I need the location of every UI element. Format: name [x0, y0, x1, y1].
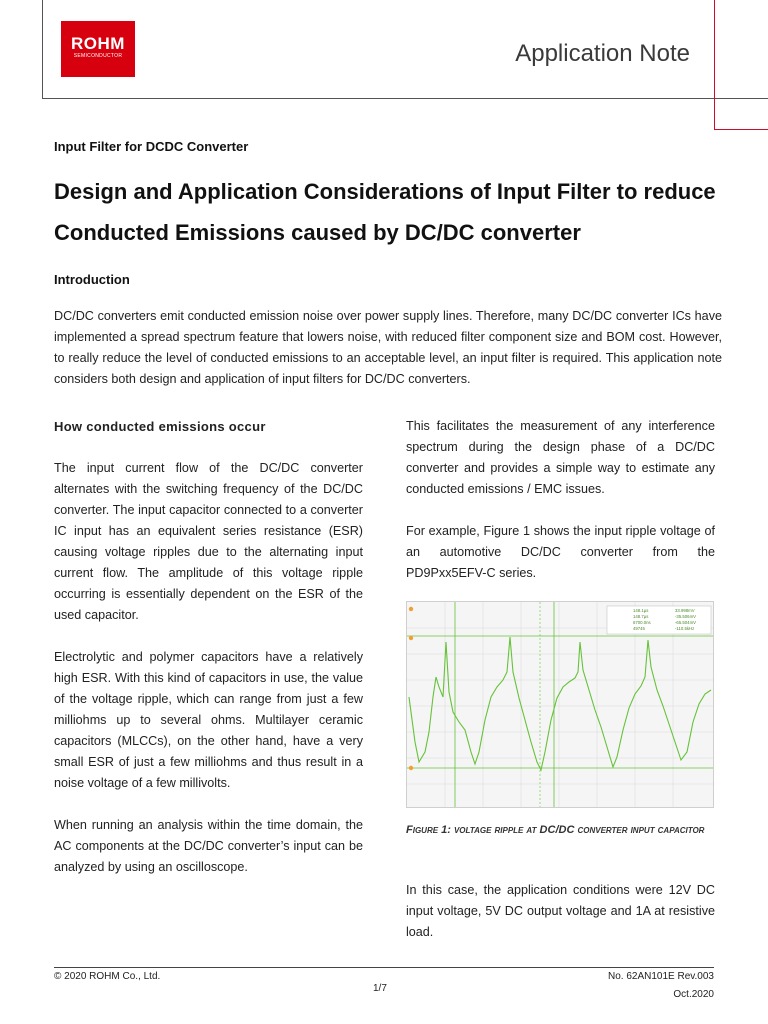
- readout-text: 148.7µs: [633, 614, 649, 619]
- accent-line-vertical: [714, 0, 715, 130]
- figure-caption-text: Figure 1: voltage ripple at DC/DC converter input capacitor: [406, 824, 705, 836]
- intro-paragraph: DC/DC converters emit conducted emission noise over power supply lines. Therefore, many DC/DC converter ICs have implemented a spread spectrum feature that lowers noise, with reduced filter component size and BOM cost. However, to really reduce the level of conducted emissions to an acceptable level, an input filter is required. This application note considers both design and application of input filters for DC/DC converters.: [54, 309, 722, 386]
- paragraph: When running an analysis within the time domain, the AC components at the DC/DC converter’s input can be analyzed by using an oscilloscope.: [54, 818, 363, 874]
- logo-sub-text: SEMICONDUCTOR: [73, 53, 123, 59]
- copyright: © 2020 ROHM Co., Ltd.: [54, 971, 161, 982]
- paragraph: In this case, the application conditions were 12V DC input voltage, 5V DC output voltage and 1A at resistive load.: [406, 883, 715, 939]
- oscilloscope-trace-image: [407, 602, 713, 807]
- paragraph: This facilitates the measurement of any interference spectrum during the design phase of a DC/DC converter and provides a simple way to estimate any conducted emissions / EMC issues.: [406, 419, 715, 496]
- paragraph: For example, Figure 1 shows the input ripple voltage of an automotive DC/DC converter from the PD9Pxx5EFV-C series.: [406, 524, 715, 580]
- document-title: Design and Application Considerations of Input Filter to reduce Conducted Emissions caused by DC/DC converter: [54, 179, 716, 245]
- channel-marker: [409, 766, 413, 770]
- paragraph: The input current flow of the DC/DC converter alternates with the switching frequency of the DC/DC converter. The input capacitor connected to a converter IC input has an equivalent series resistance (ESR) causing voltage ripples due to the alternating input current flow. The amplitude of this voltage ripple occurring is essentially dependent on the ESR of the used capacitor.: [54, 461, 363, 622]
- page-number: 1/7: [373, 983, 387, 994]
- readout-text: -35.506mV: [675, 614, 697, 619]
- readout-text: 49745: [633, 626, 645, 631]
- document-number: No. 62AN101E Rev.003: [608, 971, 714, 982]
- paragraph: Electrolytic and polymer capacitors have a relatively high ESR. With this kind of capacitors in use, the value of the voltage ripple, which can range from just a few milliohms up to several ohms. Multilayer ceramic capacitors (MLCCs), on the other hand, have a very small ESR of just a few milliohms and thus result in a noise voltage of a few millivolts.: [54, 650, 363, 790]
- right-column: [406, 416, 715, 605]
- readout-text: 6700.0ns: [633, 620, 651, 625]
- document-date: Oct.2020: [673, 989, 714, 1000]
- document-subtitle: Input Filter for DCDC Converter: [54, 139, 249, 154]
- oscilloscope-screenshot: [406, 601, 714, 808]
- readout-text: -110.5kHz: [675, 626, 695, 631]
- channel-marker: [409, 636, 413, 640]
- section-heading: How conducted emissions occur: [54, 419, 266, 434]
- logo-main-text: ROHM: [71, 34, 125, 53]
- readout-text: 148.1µs: [633, 608, 649, 613]
- readout-text: 33.998mV: [675, 608, 695, 613]
- figure-caption: [406, 819, 716, 841]
- left-column: [54, 416, 363, 899]
- readout-text: -65.504mV: [675, 620, 697, 625]
- accent-line-horizontal: [714, 129, 768, 130]
- document-type: Application Note: [515, 40, 690, 67]
- rohm-logo: [61, 21, 135, 77]
- channel-marker: [409, 607, 413, 611]
- intro-heading: Introduction: [54, 272, 130, 287]
- footer-divider: [54, 967, 714, 968]
